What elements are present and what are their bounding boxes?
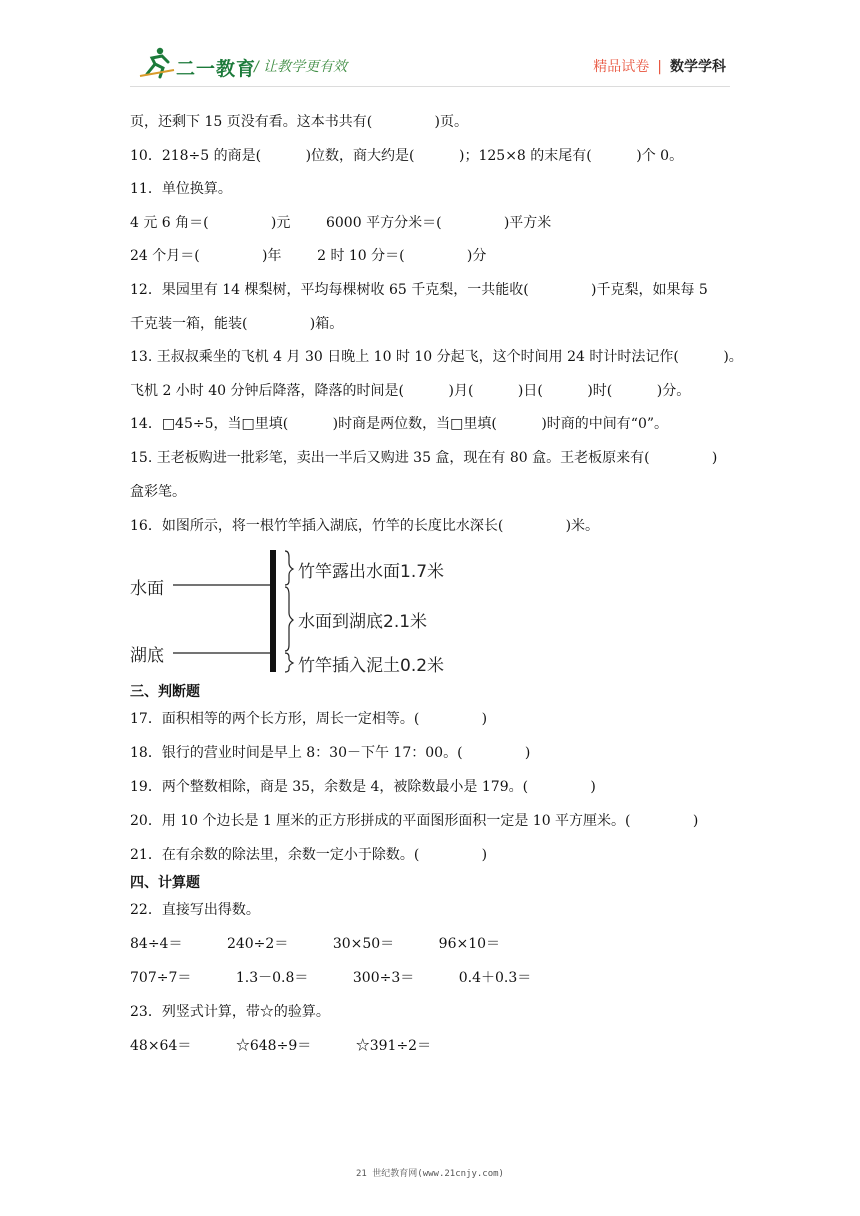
question-22: 22．直接写出得数。 xyxy=(130,902,260,918)
logo-slogan: / 让教学更有效 xyxy=(254,59,348,75)
question-11-row2: 24 个月＝( )年 2 时 10 分＝( )分 xyxy=(130,248,487,264)
question-18: 18．银行的营业时间是早上 8：30－下午 17：00。( ) xyxy=(130,745,531,761)
premium-label: 精品试卷 xyxy=(593,59,650,75)
bamboo-pole-figure xyxy=(128,545,458,675)
label-in-mud: 竹竿插入泥土0.2米 xyxy=(298,656,445,676)
question-13-cont: 飞机 2 小时 40 分钟后降落，降落的时间是( )月( )日( )时( )分。 xyxy=(130,383,691,399)
question-16: 16．如图所示，将一根竹竿插入湖底，竹竿的长度比水深长( )米。 xyxy=(130,518,600,534)
header-separator: | xyxy=(657,59,662,75)
calc-row-1: 84÷4＝ 240÷2＝ 30×50＝ 96×10＝ xyxy=(130,936,501,952)
page-header xyxy=(0,0,860,90)
question-19: 19．两个整数相除，商是 35，余数是 4，被除数最小是 179。( ) xyxy=(130,779,596,795)
calc-row-3: 48×64＝ ☆648÷9＝ ☆391÷2＝ xyxy=(130,1038,432,1054)
question-line: 页，还剩下 15 页没有看。这本书共有( )页。 xyxy=(130,114,468,130)
question-11-row1: 4 元 6 角＝( )元 6000 平方分米＝( )平方米 xyxy=(130,215,552,231)
brace-in-mud xyxy=(285,653,293,672)
label-water-surface: 水面 xyxy=(130,579,164,599)
brace-water-depth xyxy=(285,587,293,651)
question-15: 15. 王老板购进一批彩笔，卖出一半后又购进 35 盒，现在有 80 盒。王老板原来有( ) xyxy=(130,450,718,466)
question-10: 10．218÷5 的商是( )位数，商大约是( )；125×8 的末尾有( )个 0。 xyxy=(130,148,684,164)
subject-label: 数学学科 xyxy=(670,59,726,75)
bamboo-pole xyxy=(270,550,276,672)
question-11: 11．单位换算。 xyxy=(130,181,232,197)
label-water-depth: 水面到湖底2.1米 xyxy=(298,612,428,632)
question-21: 21．在有余数的除法里，余数一定小于除数。( ) xyxy=(130,847,488,863)
label-above-water: 竹竿露出水面1.7米 xyxy=(298,562,445,582)
section-judgement: 三、判断题 xyxy=(130,684,200,700)
question-12: 12．果园里有 14 棵梨树，平均每棵树收 65 千克梨，一共能收( )千克梨，如果每 5 xyxy=(130,282,708,298)
header-divider xyxy=(130,86,730,87)
label-lake-bottom: 湖底 xyxy=(130,646,164,666)
brand-logo xyxy=(138,46,388,80)
question-13: 13. 王叔叔乘坐的飞机 4 月 30 日晚上 10 时 10 分起飞，这个时间用 24 时计时法记作( )。 xyxy=(130,349,743,365)
logo-name: 二一教育 xyxy=(176,58,257,80)
runner-logo-icon xyxy=(138,46,176,80)
question-12-cont: 千克装一箱，能装( )箱。 xyxy=(130,316,344,332)
question-15-cont: 盒彩笔。 xyxy=(130,484,186,500)
calc-row-2: 707÷7＝ 1.3－0.8＝ 300÷3＝ 0.4＋0.3＝ xyxy=(130,970,532,986)
question-23: 23．列竖式计算，带☆的验算。 xyxy=(130,1004,330,1020)
section-calculation: 四、计算题 xyxy=(130,875,200,891)
brace-above-water xyxy=(285,551,293,585)
question-17: 17．面积相等的两个长方形，周长一定相等。( ) xyxy=(130,711,488,727)
question-14: 14．□45÷5，当□里填( )时商是两位数，当□里填( )时商的中间有“0”。 xyxy=(130,416,669,432)
question-20: 20．用 10 个边长是 1 厘米的正方形拼成的平面图形面积一定是 10 平方厘米。( ) xyxy=(130,813,699,829)
header-tags xyxy=(593,56,726,76)
page-footer: 21 世纪教育网(www.21cnjy.com) xyxy=(356,1169,504,1179)
